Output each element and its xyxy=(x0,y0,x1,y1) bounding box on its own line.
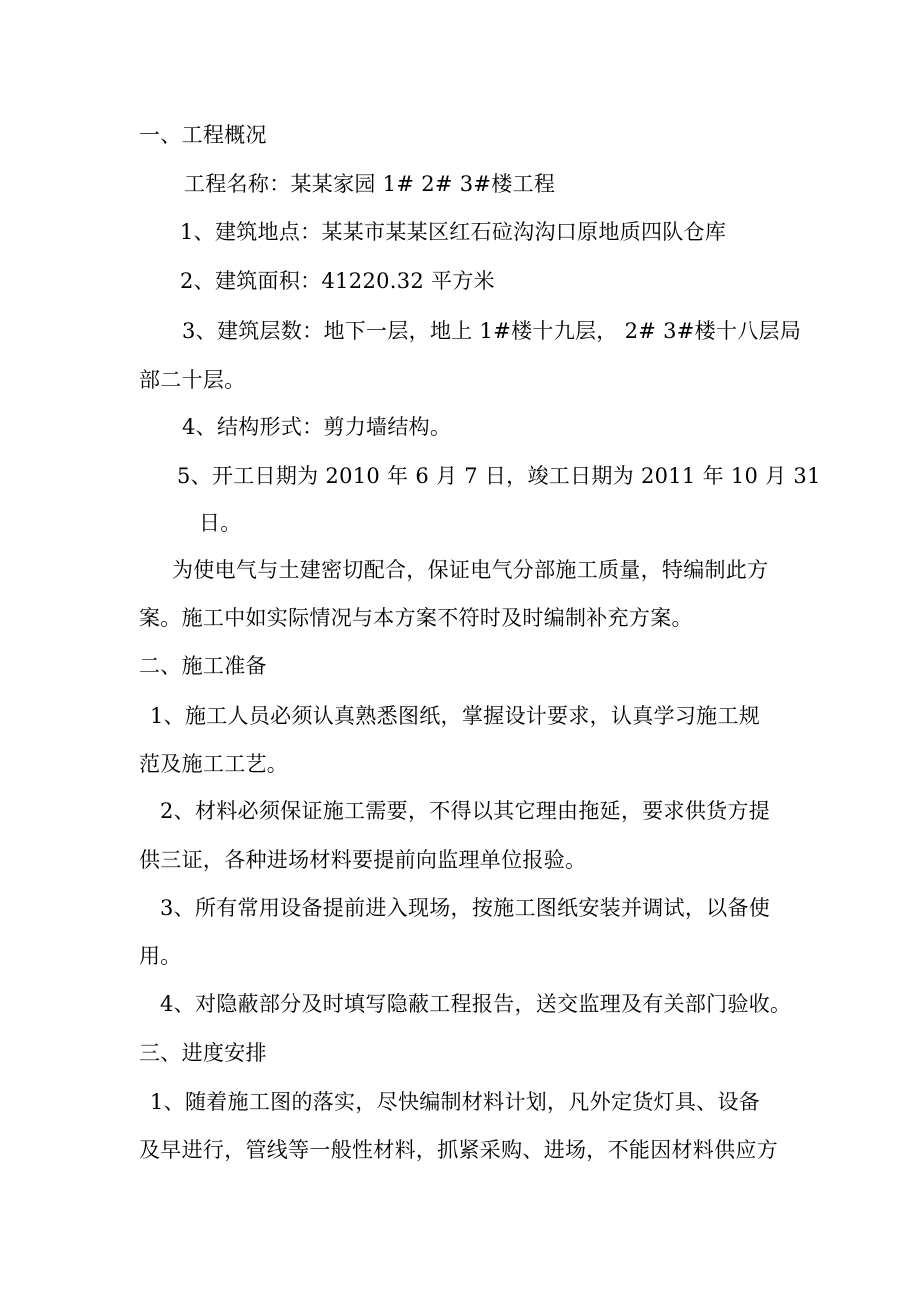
overview-item-floors-cont: 部二十层。 xyxy=(139,368,246,392)
section-heading-schedule: 三、进度安排 xyxy=(139,1041,267,1065)
section-heading-overview: 一、工程概况 xyxy=(139,123,267,147)
preparation-item-1-cont: 范及施工工艺。 xyxy=(139,752,289,776)
preparation-item-3: 3、所有常用设备提前进入现场，按施工图纸安装并调试，以备使 xyxy=(160,896,771,920)
project-name-line: 工程名称：某某家园 1# 2# 3#楼工程 xyxy=(184,172,556,196)
schedule-item-1-cont: 及早进行，管线等一般性材料，抓紧采购、进场，不能因材料供应方 xyxy=(139,1138,778,1162)
overview-paragraph-line-2: 案。施工中如实际情况与本方案不符时及时编制补充方案。 xyxy=(139,606,693,630)
overview-item-dates-cont: 日。 xyxy=(199,511,242,535)
preparation-item-2: 2、材料必须保证施工需要，不得以其它理由拖延，要求供货方提 xyxy=(160,799,771,823)
schedule-item-1: 1、随着施工图的落实，尽快编制材料计划，凡外定货灯具、设备 xyxy=(150,1090,761,1114)
overview-item-structure: 4、结构形式：剪力墙结构。 xyxy=(182,415,452,439)
preparation-item-4: 4、对隐蔽部分及时填写隐蔽工程报告，送交监理及有关部门验收。 xyxy=(160,992,792,1016)
overview-item-area: 2、建筑面积：41220.32 平方米 xyxy=(180,269,495,293)
preparation-item-3-cont: 用。 xyxy=(139,944,182,968)
overview-item-dates: 5、开工日期为 2010 年 6 月 7 日，竣工日期为 2011 年 10 月 31 xyxy=(177,464,821,488)
preparation-item-1: 1、施工人员必须认真熟悉图纸，掌握设计要求，认真学习施工规 xyxy=(150,704,761,728)
overview-item-floors: 3、建筑层数：地下一层，地上 1#楼十九层， 2# 3#楼十八层局 xyxy=(182,319,802,343)
overview-paragraph-line-1: 为使电气与土建密切配合，保证电气分部施工质量，特编制此方 xyxy=(172,558,769,582)
preparation-item-2-cont: 供三证，各种进场材料要提前向监理单位报验。 xyxy=(139,848,587,872)
overview-item-location: 1、建筑地点：某某市某某区红石砬沟沟口原地质四队仓库 xyxy=(180,220,727,244)
section-heading-preparation: 二、施工准备 xyxy=(139,654,267,678)
